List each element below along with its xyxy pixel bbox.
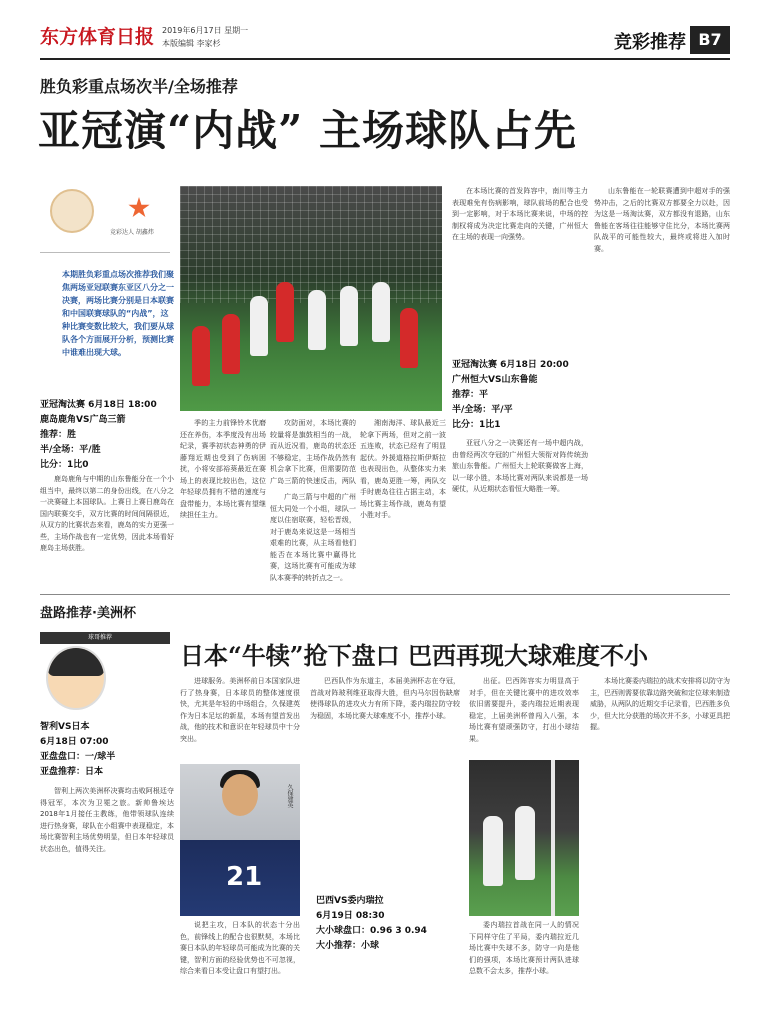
article1-match1-info (40, 398, 180, 473)
article1-col1: 鹿岛鹿角与中期的山东鲁能分在一个小组当中，最终以第二的身份出线，在八分之一决赛碰上本国球队。上赛日上赛日鹿岛在国内联赛交手，双方比赛的时间间隔很近，从双方的比赛状态来看，鹿岛的实力更强一些，主场作战也有一定优势，因此本场看好鹿岛主场获胜。 (40, 475, 174, 552)
article1-headline: 亚冠演“内战” 主场球队占先 (38, 106, 577, 155)
match-pick: 推荐：平 (452, 390, 489, 400)
player-photo-kubo (180, 764, 300, 916)
match-photo-freekick (180, 186, 442, 411)
match-score: 比分：1比0 (40, 460, 89, 470)
match-score: 比分：1比1 (452, 420, 501, 430)
match-photo-brazil (469, 760, 579, 916)
article2-col4: 巴西队作为东道主，本届美洲杯志在夺冠，首战对阵玻利维亚取得大胜，但内马尔因伤缺席使得球队的进攻火力有所下降，委内瑞拉防守较为稳固，本场比赛大球难度不小，推荐小球。 (310, 677, 460, 720)
masthead-info (162, 24, 248, 50)
article1-col8: 亚冠八分之一决赛还有一场中超内战，由曾经两次夺冠的广州恒大领衔对阵传统劲旅山东鲁能。广州恒大上轮联赛做客上海，以一球小胜，本场比赛对两队来说都是一场硬仗，从近期状态看恒大略胜一筹。 (452, 439, 588, 493)
article2-col7: 本场比赛委内瑞拉的战术安排将以防守为主，巴西则需要依靠边路突破和定位球来制造威胁，从两队的近期交手记录看，巴西胜多负少，但大比分获胜的场次并不多，小球更具把握。 (590, 677, 730, 731)
editor-line: 本版编辑 李家杉 (162, 39, 221, 48)
photo-caption: 久保建英 (286, 784, 293, 808)
article2-col3: 说把主攻，日本队的状态十分出色，前锋线上的配合也很默契，本场比赛日本队的年轻球员可能成为比赛的关键，智利方面的经验优势也不可忽视，综合来看日本受让盘口有望打出。 (180, 921, 300, 975)
player-figure (222, 314, 240, 374)
article2-col6: 委内瑞拉首战在同一人的情况下同样守住了平局，委内瑞拉近几场比赛中失球不多，防守一向是他们的强项，本场比赛预计两队进球总数不会太多，推荐小球。 (469, 921, 579, 975)
date-line: 2019年6月17日 星期一 (162, 26, 249, 35)
match-title: 亚冠淘汰赛 6月18日 18:00 (40, 400, 157, 410)
star-icon (128, 197, 150, 219)
expert-tag: 球哥推荐 (40, 632, 170, 644)
author-box (40, 183, 170, 253)
article1-col5: 湘南海洋、球队最近三轮拿下两场，但对之前一波五连败，状态已经有了明显起伏。外援道格拉斯伊斯拉也表现出色，从整体实力来看，鹿岛更胜一筹，两队交手时鹿岛往往占据主动，本场比赛主场作战，鹿岛有望小胜对手。 (360, 419, 446, 519)
article2-match1-info (40, 720, 174, 780)
match-teams: 鹿岛鹿角VS广岛三箭 (40, 415, 126, 425)
article1-col4: 广岛三箭与中超的广州恒大同处一个小组，球队一度以住宿联赛，轻松晋级，对于鹿岛来说这是一场相当艰难的比赛，从主场看他们能否在本场比赛中赢得比赛，这场比赛有可能成为球队本赛季的转折点之一。 (270, 493, 356, 582)
match-teams: 广州恒大VS山东鲁能 (452, 375, 538, 385)
article1-col2: 季的主力前锋铃木优磨还在养伤，本季度没有出场纪录，赛季初状态神勇的伊藤翔近期也受到了伤病困扰，小将安部裕葵最近在赛场上的表现比较出色，这位年轻球员拥有不错的速度与盘带能力，本场比赛有望继续担任主力。 (180, 419, 266, 519)
match-pick: 推荐：胜 (40, 430, 77, 440)
section-label: 竞彩推荐 (614, 32, 686, 53)
match-title: 智利VS日本 (40, 722, 90, 732)
player-figure (372, 282, 390, 342)
player-figure (276, 282, 294, 342)
match-time: 6月18日 07:00 (40, 737, 109, 747)
article2-match2-info (316, 894, 466, 954)
article1-col7: 山东鲁能在一轮联赛遭到中超对手的强势冲击，之后的比赛双方都要全力以赴，因为这是一场淘汰赛，双方都没有退路，山东鲁能在客场往往能够守住比分，本场比赛两队战平的可能性较大，最终或将进入加时赛。 (594, 187, 730, 253)
player-figure (250, 296, 268, 356)
player-figure (340, 286, 358, 346)
article1-match2-info (452, 358, 588, 433)
masthead (40, 20, 730, 60)
author-avatar (50, 189, 94, 233)
article1-intro: 本期胜负彩重点场次推荐我们聚焦两场亚冠联赛东亚区八分之一决赛，两场比赛分别是日本联赛和中国联赛球队的“内战”，这种比赛变数比较大，我们要从球队各个方面展开分析，预测比赛中谁难出现大球。 (62, 270, 174, 357)
match-title: 巴西VS委内瑞拉 (316, 896, 384, 906)
article2-kicker: 盘路推荐·美洲杯 (40, 606, 136, 621)
page-number: B7 (690, 26, 730, 54)
match-line: 亚盘盘口：一/球半 (40, 752, 116, 762)
match-time: 6月19日 08:30 (316, 911, 385, 921)
avatar-hair (48, 648, 104, 676)
player-figure (483, 816, 503, 886)
player-figure (192, 326, 210, 386)
article1-col6: 在本场比赛的首发阵容中，南川等主力表现难免有伤病影响，球队前场的配合也受到一定影响，对于本场比赛来说，中场的控制权将成为决定比赛走向的关键，广州恒大在主场的表现一向强势。 (452, 187, 588, 241)
player-figure (400, 308, 418, 368)
section-divider (40, 594, 730, 595)
match-pick: 亚盘推荐：日本 (40, 767, 104, 777)
goal-net (180, 186, 442, 303)
article1-col3: 攻防面对，本场比赛的较量将是旗鼓相当的一战，而从近况看，鹿岛的状态还不够稳定，主场作战仍然有机会拿下比赛，但需要防范广岛三箭的快速反击，两队 (270, 419, 356, 485)
match-half-full: 半/全场：平/平 (452, 405, 513, 415)
author-caption: 竞彩达人 胡鑫炜 (110, 229, 154, 236)
match-half-full: 半/全场：平/胜 (40, 445, 101, 455)
match-line: 大小球盘口：0.96 3 0.94 (316, 926, 427, 936)
player-figure (308, 290, 326, 350)
match-pick: 大小推荐：小球 (316, 941, 380, 951)
player-head (222, 774, 258, 816)
newspaper-logo: 东方体育日报 (40, 26, 155, 48)
goal-post (551, 760, 555, 916)
jersey-number: 21 (226, 862, 263, 892)
article2-col2: 进球服务。美洲杯前日本国家队进行了热身赛，日本球员的整体速度很快，尤其是年轻的中场组合，久保建英作为日本足坛的新星，本场有望首发出战，他的技术和意识在年轻球员中十分突出。 (180, 677, 300, 743)
article2-headline: 日本“牛犊”抢下盘口 巴西再现大球难度不小 (180, 641, 648, 670)
article1-kicker: 胜负彩重点场次半/全场推荐 (40, 77, 238, 96)
article2-col1: 智利上两次美洲杯决赛均击败阿根廷夺得冠军，本次为卫冕之旅。新帅鲁埃达2018年1月接任主教练，他带领球队连续进行热身赛，球队在小组赛中表现稳定，本场比赛智利主场优势明显，但日本年轻球员状态出色，值得关注。 (40, 787, 174, 853)
expert-avatar (46, 646, 106, 710)
player-figure (515, 806, 535, 880)
match-title: 亚冠淘汰赛 6月18日 20:00 (452, 360, 569, 370)
article2-col5: 出征。巴西阵容实力明显高于对手，但在关键比赛中的进攻效率依旧需要提升，委内瑞拉近期表现稳定，上届美洲杯曾闯入八强，本场比赛有望顽强防守，打出小球结果。 (469, 677, 579, 743)
